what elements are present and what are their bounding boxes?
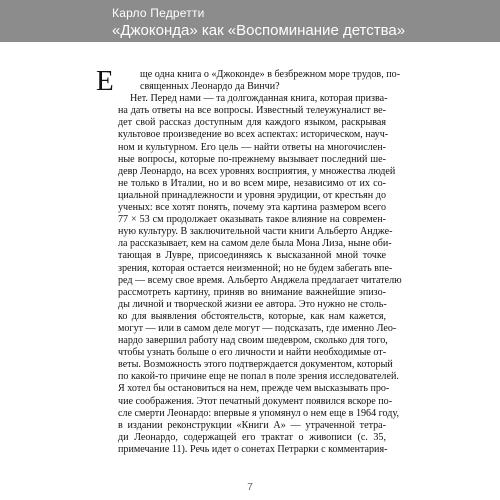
text-line: не только в Италии, но и во всем мире, независимо от их со- [118, 177, 386, 189]
page-number: 7 [247, 482, 253, 493]
text-line: ды личной и творческой жизни ее автора. Это нужно не столь- [118, 298, 387, 310]
text-line: девр Леонардо, на всех уровнях восприятия, у множества людей [118, 165, 396, 177]
text-line: ред — всему свое время. Альберто Анджела предлагает читателю [118, 274, 402, 286]
text-line: по какой-то причине еще не попал в поле зрения исследователей. [118, 371, 399, 383]
text-line: Я хотел бы остановиться на нем, прежде чем высказывать про- [118, 383, 390, 395]
text-line: зрения, которая остается неизменной; но не будем забегать впе- [118, 262, 393, 274]
text-line: священных Леонардо да Винчи? [140, 81, 280, 93]
text-line: ко для выявления обстоятельств, которые, как нам кажется, [118, 310, 386, 322]
text-line: ную культуру. В заключительной части книги Альберто Андже- [118, 226, 393, 238]
text-line: культовое произведение во всех аспектах: историческом, науч- [118, 129, 389, 141]
text-line: дет свой рассказ доступным для каждого языком, раскрывая [118, 117, 386, 129]
body-text [96, 65, 402, 456]
text-line: рассмотреть картину, приняв во внимание важнейшие эпизо- [118, 286, 386, 298]
text-line: Е ще одна книга о «Джоконде» в безбрежном море трудов, по- [96, 65, 401, 97]
text-line: нардо завершил работу над своим шедевром, сколько для того, [118, 335, 388, 347]
text-line: в издании реконструкции «Книги А» — утраченной тетра- [118, 419, 386, 431]
text-line: на дать ответы на все вопросы. Известный телеужуналист ве- [118, 105, 386, 117]
text-line: ди Леонардо, содержащей его трактат о живописи (с. 35, [118, 431, 386, 443]
text-line: могут — или в самом деле могут — подсказать, где именно Лео- [118, 322, 397, 334]
running-header [0, 0, 500, 42]
header-title: «Джоконда» как «Воспоминание детства» [112, 22, 406, 39]
text-line: ные вопросы, которые по-прежнему вызывает последний ше- [118, 153, 386, 165]
drop-cap: Е [96, 65, 114, 97]
text-line: примечание 11). Речь идет о сонетах Петрарки с комментария- [118, 443, 388, 455]
text-line: циальной принадлежности и уровня эрудиции, от крестьян до [118, 189, 386, 201]
header-author: Карло Педретти [112, 6, 205, 20]
text-line: чтобы узнать больше о его личности и найти необходимые от- [118, 347, 387, 359]
text-line: ученых: все хотят понять, почему эта картина размером всего [118, 202, 386, 214]
text-line: тающая в Лувре, присоединяясь к высказанной мной точке [118, 250, 386, 262]
text-line: ном и культурном. Его цель — найти ответы на многочислен- [118, 141, 386, 153]
text-line: Нет. Перед нами — та долгожданная книга, которая призва- [130, 93, 388, 105]
text-line: чие соображения. Этот печатный документ появился вскоре по- [118, 395, 393, 407]
text-line: 77 × 53 см продолжает оказывать такое влияние на современ- [118, 214, 386, 226]
text-line: ла рассказывает, кем на самом деле была Мона Лиза, ныне оби- [118, 238, 392, 250]
text-line: веты. Возможность этого подтверждается документом, который [118, 359, 393, 371]
text-line: сле смерти Леонардо: впервые я упомянул о нем еще в 1964 году, [118, 407, 399, 419]
